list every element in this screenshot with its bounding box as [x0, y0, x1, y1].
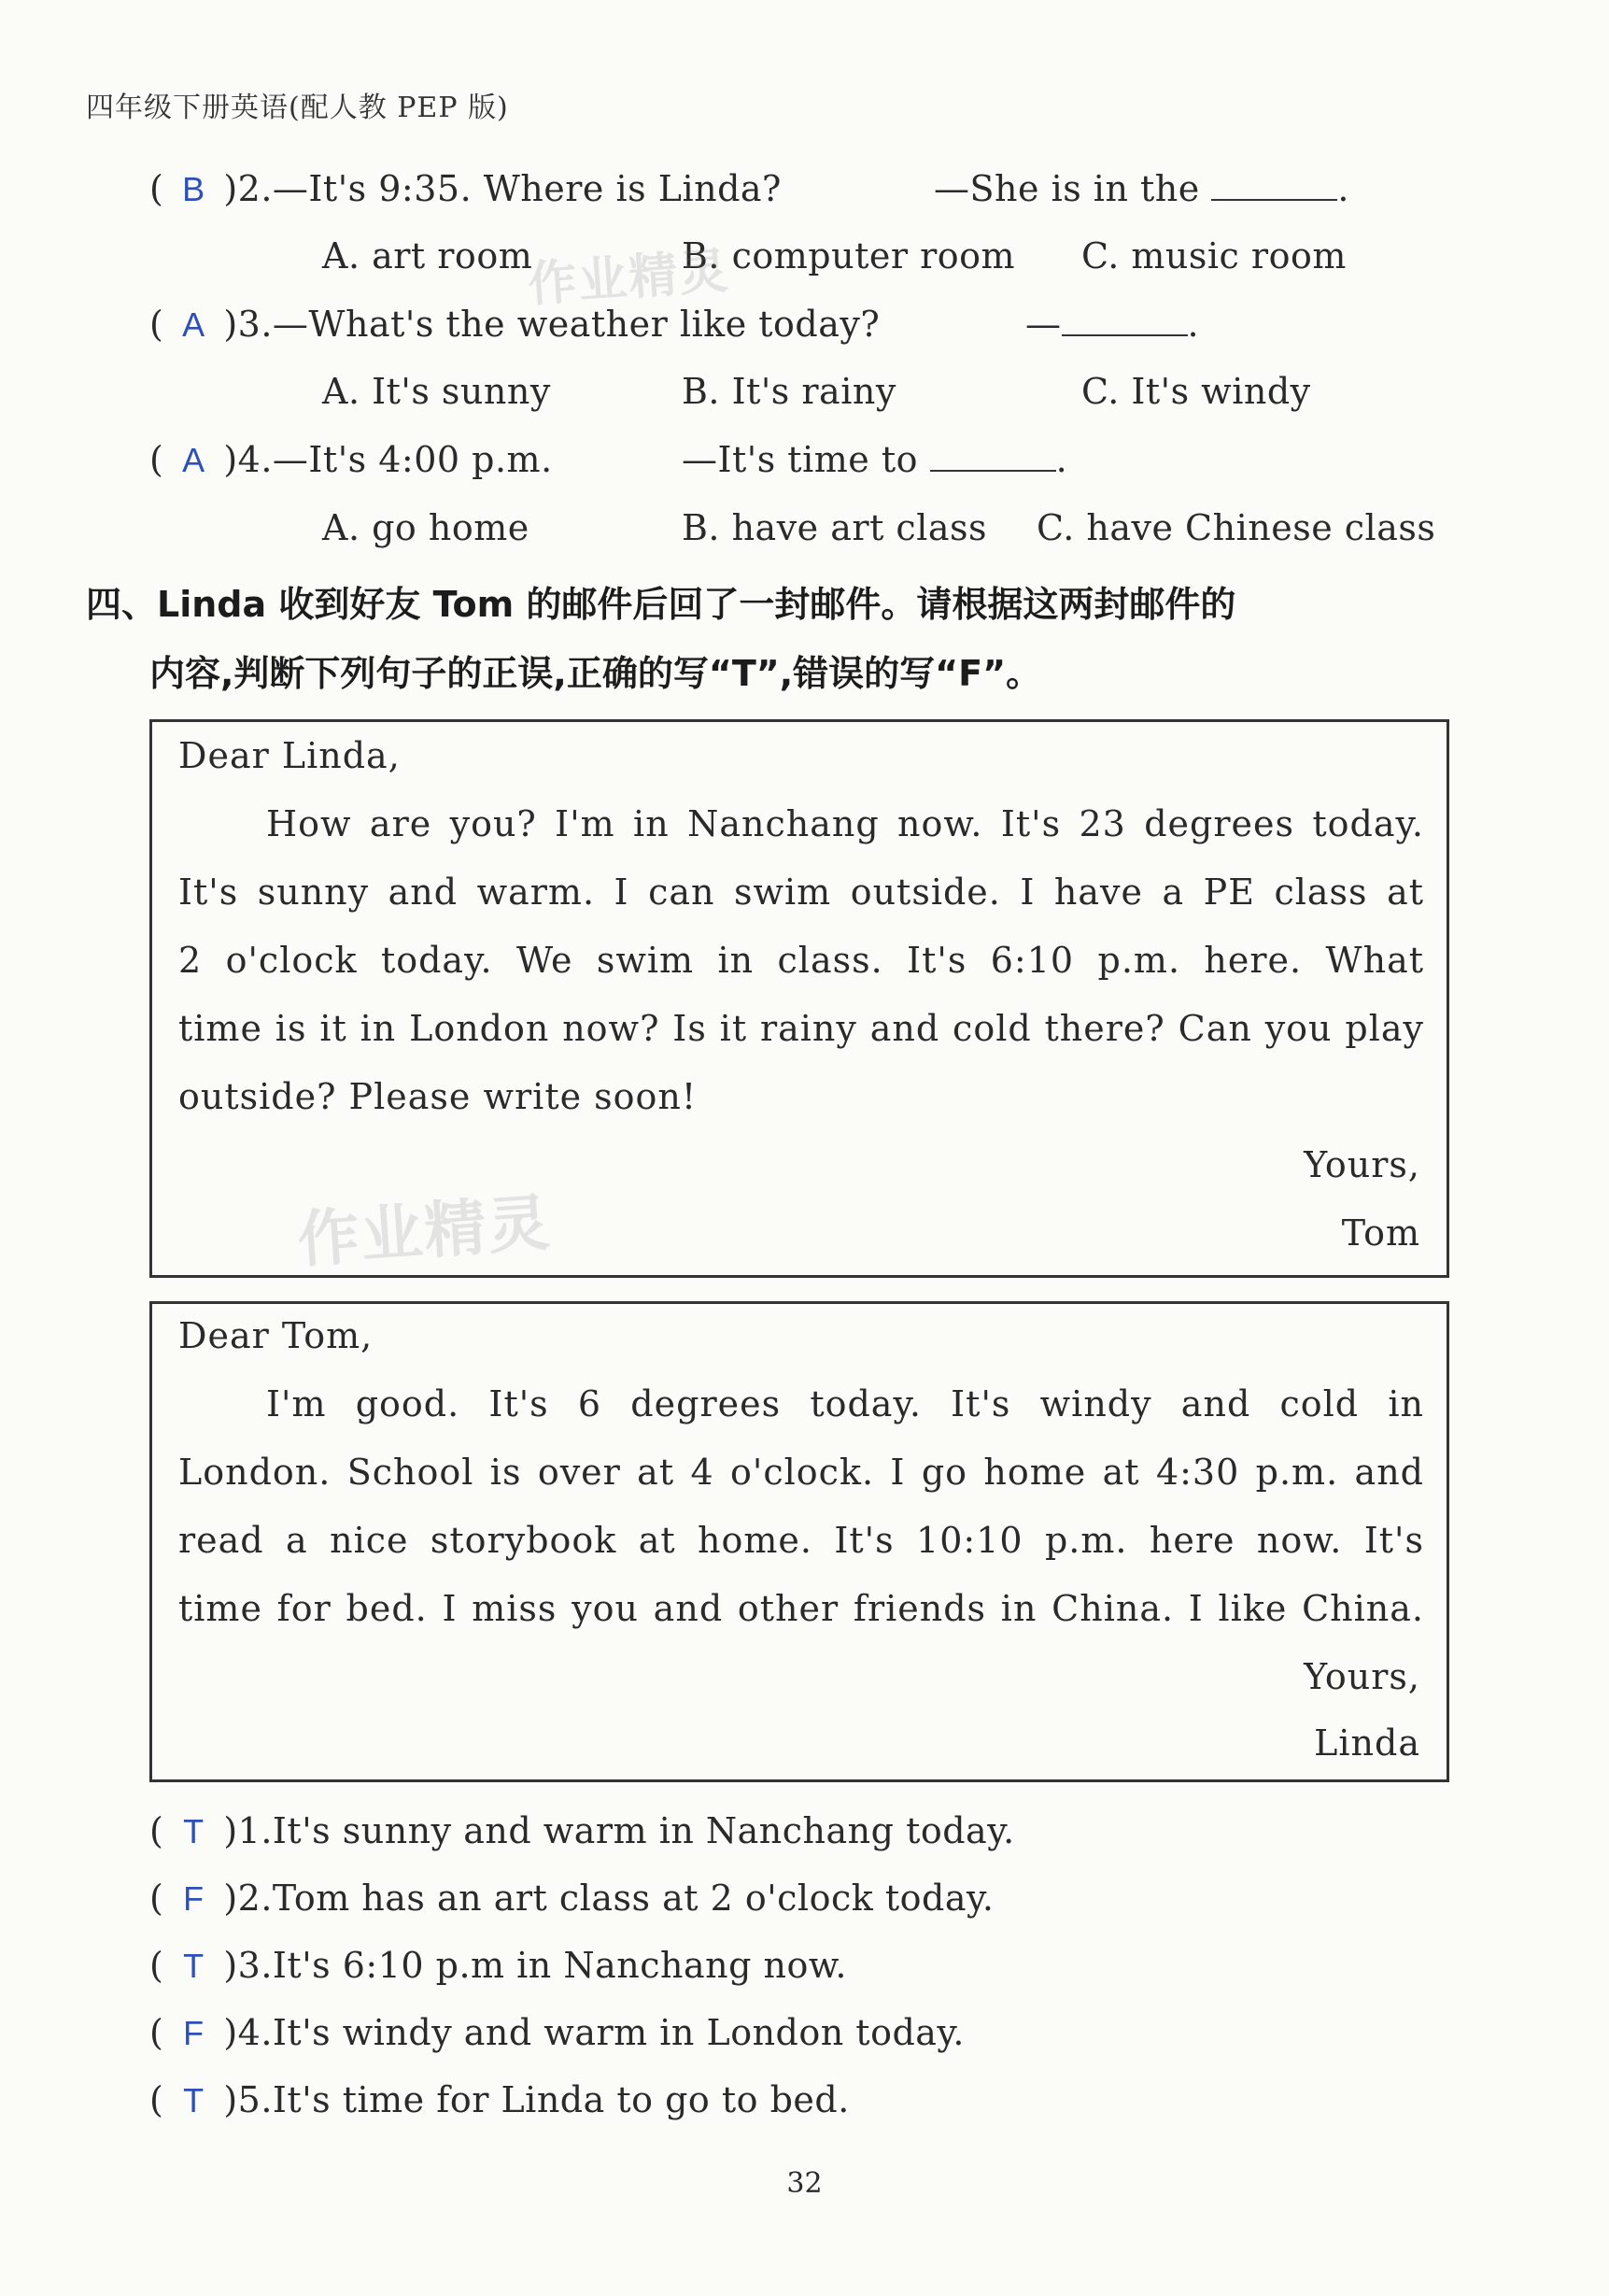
- option-c: C. music room: [1081, 235, 1347, 276]
- letter-line: time is it in London now? Is it rainy and cold there? Can you play: [178, 1008, 1424, 1049]
- tf-question-2: ( F )2.Tom has an art class at 2 o'clock today.: [149, 1878, 995, 1919]
- answer-mark: F: [183, 2014, 205, 2052]
- watermark: 作业精灵: [526, 243, 732, 314]
- answer-mark: T: [183, 2081, 205, 2119]
- letter-greeting: Dear Tom,: [178, 1315, 374, 1356]
- answer-blank: [1211, 171, 1337, 201]
- letter-line: It's sunny and warm. I can swim outside. I have a PE class at: [178, 872, 1424, 913]
- tf-question-1: ( T )1.It's sunny and warm in Nanchang today.: [149, 1810, 1015, 1851]
- letter-linda: [149, 1301, 1449, 1782]
- letter-closing: Yours,: [1304, 1656, 1420, 1697]
- answer-mark: T: [183, 1812, 205, 1850]
- option-b: B. computer room: [682, 235, 1016, 276]
- question-4: ( A )4.—It's 4:00 p.m.: [149, 439, 553, 480]
- letter-line: time for bed. I miss you and other friends in China. I like China.: [178, 1588, 1424, 1629]
- option-a: A. It's sunny: [322, 371, 551, 412]
- answer-mark: A: [182, 305, 205, 344]
- question-3: ( A )3.—What's the weather like today?: [149, 304, 881, 345]
- letter-line: read a nice storybook at home. It's 10:10 p.m. here now. It's: [178, 1520, 1424, 1561]
- option-c: C. It's windy: [1081, 371, 1311, 412]
- tf-question-4: ( F )4.It's windy and warm in London today.: [149, 2012, 965, 2053]
- page-number: 32: [786, 2167, 823, 2200]
- answer-mark: F: [183, 1879, 205, 1918]
- section-title: 四、Linda 收到好友 Tom 的邮件后回了一封邮件。请根据这两封邮件的: [86, 584, 1236, 625]
- question-3-reply: — .: [1025, 304, 1200, 345]
- question-2: ( B )2.—It's 9:35. Where is Linda?: [149, 168, 782, 209]
- letter-line: London. School is over at 4 o'clock. I go home at 4:30 p.m. and: [178, 1452, 1424, 1493]
- option-b: B. It's rainy: [682, 371, 896, 412]
- watermark: 作业精灵: [295, 1186, 554, 1277]
- question-2-reply: —She is in the .: [934, 168, 1349, 209]
- letter-greeting: Dear Linda,: [178, 735, 401, 776]
- letter-line: outside? Please write soon!: [178, 1076, 698, 1117]
- answer-mark: T: [183, 1947, 205, 1985]
- question-4-reply: —It's time to .: [682, 439, 1068, 480]
- answer-blank: [1062, 306, 1188, 336]
- tf-question-5: ( T )5.It's time for Linda to go to bed.: [149, 2079, 850, 2120]
- option-c: C. have Chinese class: [1037, 507, 1436, 548]
- letter-line: How are you? I'm in Nanchang now. It's 23 degrees today.: [266, 803, 1424, 844]
- page-header: 四年级下册英语(配人教 PEP 版): [86, 92, 509, 124]
- letter-signature: Tom: [1341, 1212, 1420, 1254]
- letter-line: I'm good. It's 6 degrees today. It's windy and cold in: [266, 1383, 1424, 1424]
- section-title-cont: 内容,判断下列句子的正误,正确的写“T”,错误的写“F”。: [149, 653, 1042, 694]
- option-a: A. art room: [322, 235, 533, 276]
- letter-closing: Yours,: [1304, 1144, 1420, 1185]
- letter-line: 2 o'clock today. We swim in class. It's 6:10 p.m. here. What: [178, 940, 1424, 981]
- answer-mark: A: [182, 441, 205, 479]
- tf-question-3: ( T )3.It's 6:10 p.m in Nanchang now.: [149, 1945, 847, 1986]
- option-a: A. go home: [322, 507, 529, 548]
- letter-signature: Linda: [1314, 1722, 1420, 1764]
- answer-mark: B: [182, 170, 205, 208]
- answer-blank: [930, 442, 1056, 472]
- option-b: B. have art class: [682, 507, 988, 548]
